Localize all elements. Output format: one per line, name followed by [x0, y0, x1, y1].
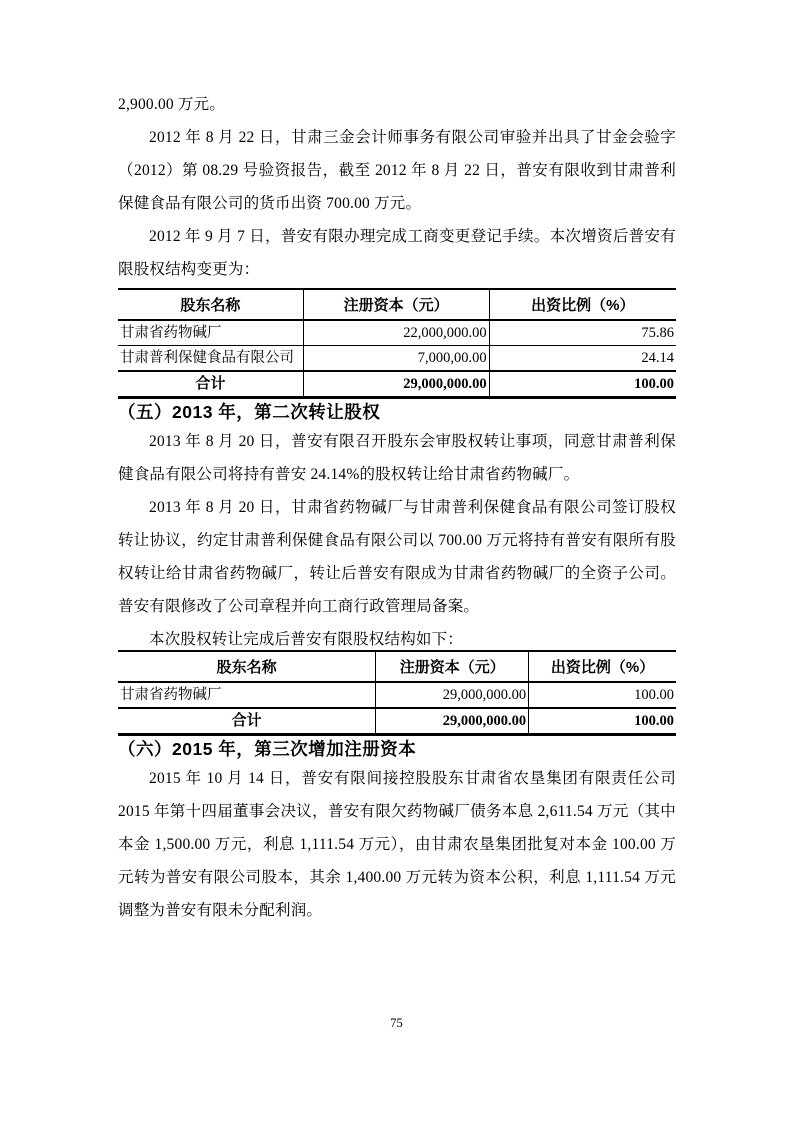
column-header-shareholder-name: 股东名称 [118, 651, 376, 682]
cell-contribution-ratio: 100.00 [529, 682, 676, 708]
table-total-row [118, 708, 676, 735]
shareholding-table-2013 [118, 650, 676, 736]
paragraph-shareholder-meeting: 2013 年 8 月 20 日，普安有限召开股东会审股权转让事项，同意甘肃普利保健食品有限公司将持有普安 24.14%的股权转让给甘肃省药物碱厂。 [118, 433, 676, 483]
shareholding-table-2012 [118, 288, 676, 399]
cell-total-capital: 29,000,000.00 [303, 371, 489, 398]
paragraph-audit-report: 2012 年 8 月 22 日，甘肃三金会计师事务有限公司审验并出具了甘金会验字（2012）第 08.29 号验资报告，截至 2012 年 8 月 22 日，普安有限收到甘肃普利保健食品有限公司的货币出资 700.00 万元。 [118, 129, 676, 212]
column-header-contribution-ratio: 出资比例（%） [529, 651, 676, 682]
cell-total-ratio: 100.00 [489, 371, 676, 398]
table-header-row [118, 289, 676, 320]
cell-total-label: 合计 [118, 371, 303, 398]
column-header-shareholder-name: 股东名称 [118, 289, 303, 320]
paragraph-capital-increase: 2015 年 10 月 14 日，普安有限间接控股股东甘肃省农垦集团有限责任公司 2015 年第十四届董事会决议，普安有限欠药物碱厂债务本息 2,611.54 万元（其中本金 1,500.00 万元，利息 1,111.54 万元），由甘肃农垦集团批复对本金 100.00 万元转为普安有限公司股本，其余 1,400.00 万元转为资本公积，利息 1,111.54 万元调整为普安有限未分配利润。 [118, 770, 676, 919]
cell-shareholder-name: 甘肃省药物碱厂 [118, 320, 303, 346]
column-header-registered-capital: 注册资本（元） [303, 289, 489, 320]
cell-shareholder-name: 甘肃普利保健食品有限公司 [118, 346, 303, 372]
cell-total-capital: 29,000,000.00 [376, 708, 529, 735]
cell-registered-capital: 22,000,000.00 [303, 320, 489, 346]
cell-contribution-ratio: 24.14 [489, 346, 676, 372]
paragraph-transfer-agreement: 2013 年 8 月 20 日，甘肃省药物碱厂与甘肃普利保健食品有限公司签订股权转让协议，约定甘肃普利保健食品有限公司以 700.00 万元将持有普安有限所有股权转让给甘肃省药物碱厂，转让后普安有限成为甘肃省药物碱厂的全资子公司。普安有限修改了公司章程并向工商行政管理局备案。 [118, 499, 676, 615]
section-heading-5: （五）2013 年，第二次转让股权 [118, 402, 381, 422]
cell-registered-capital: 7,000,00.00 [303, 346, 489, 372]
paragraph-registration-change: 2012 年 9 月 7 日，普安有限办理完成工商变更登记手续。本次增资后普安有限股权结构变更为： [118, 228, 676, 278]
table-row [118, 320, 676, 346]
cell-contribution-ratio: 75.86 [489, 320, 676, 346]
table-row [118, 346, 676, 372]
paragraph-table2-intro: 本次股权转让完成后普安有限股权结构如下： [149, 631, 464, 648]
document-content [118, 0, 676, 927]
cell-shareholder-name: 甘肃省药物碱厂 [118, 682, 376, 708]
column-header-contribution-ratio: 出资比例（%） [489, 289, 676, 320]
table-row [118, 682, 676, 708]
cell-registered-capital: 29,000,000.00 [376, 682, 529, 708]
page-number: 75 [390, 1016, 403, 1030]
section-heading-6: （六）2015 年，第三次增加注册资本 [118, 739, 417, 759]
cell-total-ratio: 100.00 [529, 708, 676, 735]
cell-total-label: 合计 [118, 708, 376, 735]
table-total-row [118, 371, 676, 398]
paragraph-carryover: 2,900.00 万元。 [118, 96, 226, 113]
column-header-registered-capital: 注册资本（元） [376, 651, 529, 682]
